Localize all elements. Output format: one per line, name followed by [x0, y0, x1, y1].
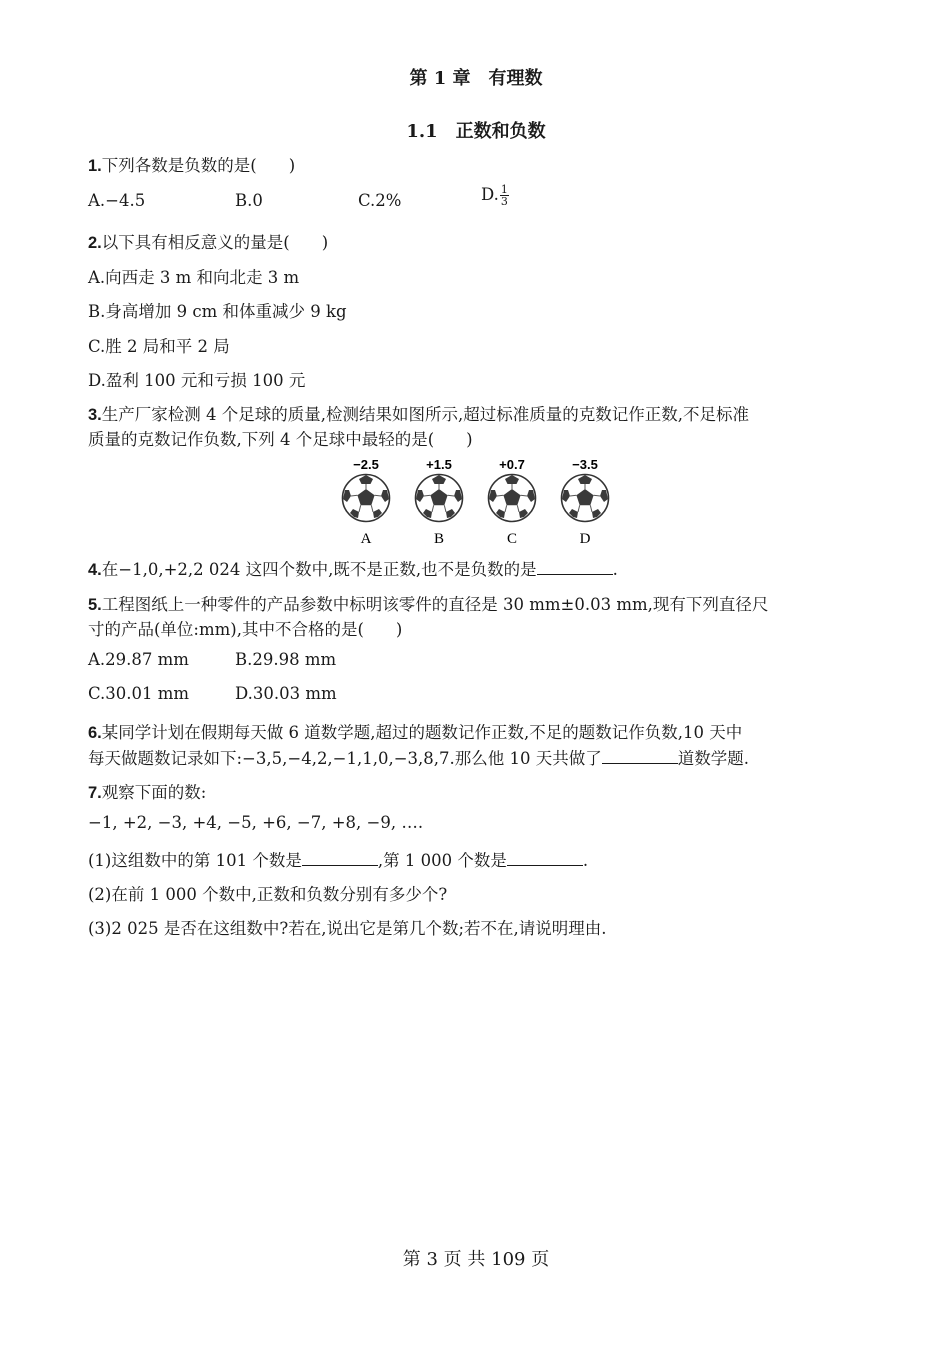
ball-c-value: +0.7 — [499, 457, 525, 472]
question-stem: 某同学计划在假期每天做 6 道数学题,超过的题数记作正数,不足的题数记作负数,10 天中 — [101, 723, 743, 742]
q7-part-3: (3)2 025 是否在这组数中?若在,说出它是第几个数;若不在,请说明理由. — [88, 919, 607, 938]
q2-option-b: B.身高增加 9 cm 和体重减少 9 kg — [88, 302, 347, 321]
numerator: 1 — [500, 183, 508, 196]
question-stem: 工程图纸上一种零件的产品参数中标明该零件的直径是 30 mm±0.03 mm,现有下列直径尺 — [101, 595, 769, 614]
q5-option-a: A.29.87 mm — [88, 650, 189, 669]
q5-option-b: B.29.98 mm — [235, 650, 337, 669]
fraction — [500, 184, 509, 207]
question-number: 4. — [88, 561, 102, 579]
page-footer: 第 3 页 共 109 页 — [402, 1249, 550, 1270]
football-figure — [330, 452, 620, 548]
period: . — [612, 560, 618, 579]
option-prefix: D. — [481, 185, 499, 204]
question-2 — [88, 229, 328, 253]
question-stem-cont: 寸的产品(单位:mm),其中不合格的是( — [88, 620, 364, 639]
question-number: 1. — [88, 157, 102, 175]
football-icon — [489, 475, 536, 522]
q1-option-a: A.−4.5 — [88, 191, 146, 210]
question-stem: 观察下面的数: — [101, 783, 207, 802]
question-number: 6. — [88, 724, 102, 742]
paren-close: ) — [321, 233, 329, 252]
q2-option-d: D.盈利 100 元和亏损 100 元 — [88, 371, 306, 390]
question-1 — [88, 152, 295, 176]
q7-sequence: −1, +2, −3, +4, −5, +6, −7, +8, −9, …. — [88, 813, 424, 832]
q5-option-c: C.30.01 mm — [88, 684, 190, 703]
question-5-line1 — [88, 591, 768, 615]
question-6-line2 — [88, 745, 749, 769]
football-icon — [562, 475, 609, 522]
ball-b-value: +1.5 — [426, 457, 452, 472]
ball-a-value: −2.5 — [353, 457, 379, 472]
question-3-line2 — [88, 426, 473, 450]
denominator: 3 — [500, 195, 508, 208]
q2-option-a: A.向西走 3 m 和向北走 3 m — [88, 268, 300, 287]
answer-blank[interactable] — [302, 851, 378, 866]
question-stem-cont: 质量的克数记作负数,下列 4 个足球中最轻的是( — [88, 430, 435, 449]
question-7 — [88, 779, 206, 803]
paren-close: ) — [395, 620, 403, 639]
question-stem: 以下具有相反意义的量是( — [101, 233, 290, 252]
q1-option-d — [481, 184, 509, 207]
q1-option-c: C.2% — [358, 191, 402, 210]
ball-b-letter: B — [433, 531, 445, 547]
q2-option-c: C.胜 2 局和平 2 局 — [88, 337, 230, 356]
ball-a-letter: A — [360, 531, 372, 547]
part-text: (1)这组数中的第 101 个数是 — [88, 851, 302, 870]
answer-blank[interactable] — [537, 560, 613, 575]
question-stem-end: 道数学题. — [677, 749, 750, 768]
answer-blank[interactable] — [507, 851, 583, 866]
q1-option-b: B.0 — [235, 191, 263, 210]
question-6-line1 — [88, 719, 742, 743]
question-stem: 生产厂家检测 4 个足球的质量,检测结果如图所示,超过标准质量的克数记作正数,不足标准 — [101, 405, 749, 424]
ball-d-value: −3.5 — [572, 457, 598, 472]
question-stem: 在−1,0,+2,2 024 这四个数中,既不是正数,也不是负数的是 — [101, 560, 537, 579]
q7-part-2: (2)在前 1 000 个数中,正数和负数分别有多少个? — [88, 885, 448, 904]
question-4 — [88, 556, 618, 580]
paren-close: ) — [288, 156, 296, 175]
question-3-line1 — [88, 401, 749, 425]
chapter-title: 第 1 章 有理数 — [409, 68, 543, 89]
q5-option-d: D.30.03 mm — [235, 684, 337, 703]
question-stem: 下列各数是负数的是( — [101, 156, 257, 175]
question-number: 3. — [88, 406, 102, 424]
question-number: 2. — [88, 234, 102, 252]
question-number: 5. — [88, 596, 102, 614]
part-text: ,第 1 000 个数是 — [377, 851, 507, 870]
question-stem-cont: 每天做题数记录如下:−3,5,−4,2,−1,1,0,−3,8,7.那么他 10 天共做了 — [88, 749, 602, 768]
question-number: 7. — [88, 784, 102, 802]
ball-d-letter: D — [579, 531, 591, 547]
paren-close: ) — [466, 430, 473, 449]
football-icon — [416, 475, 463, 522]
answer-blank[interactable] — [602, 749, 678, 764]
question-5-line2 — [88, 616, 402, 640]
q7-part-1 — [88, 847, 588, 871]
ball-c-letter: C — [506, 531, 518, 547]
section-title: 1.1 正数和负数 — [406, 121, 546, 142]
period: . — [582, 851, 589, 870]
football-icon — [343, 475, 390, 522]
